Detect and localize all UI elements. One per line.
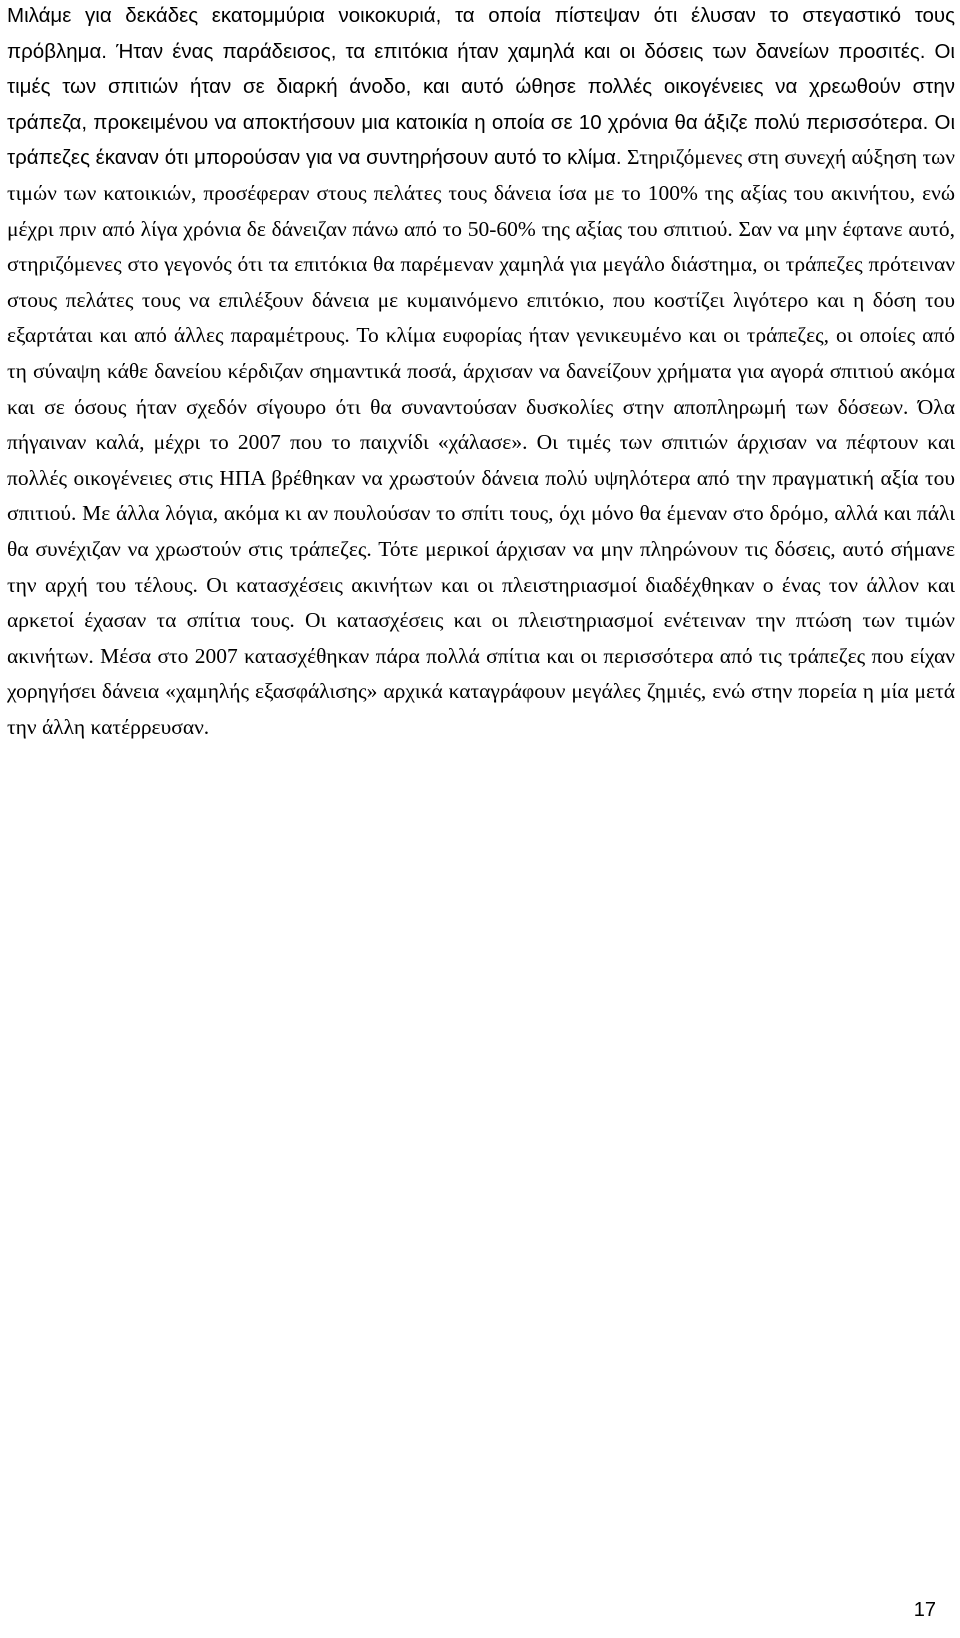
page-number: 17 (913, 1599, 936, 1621)
paragraph-segment-main: Στηριζόμενες στη συνεχή αύξηση των τιμών των κατοικιών, προσέφεραν στους πελάτες τους δάνεια ίσα με το 100% της αξίας του ακινήτου, ενώ μέχρι πριν από λίγα χρόνια δε δάνειζαν πάνω από το 50-60% της αξίας του σπιτιού. Σαν να μην έφτανε αυτό, στηριζόμενες στο γεγονός ότι τα επιτόκια θα παρέμεναν χαμηλά για μεγάλο διάστημα, οι τράπεζες πρότειναν στους πελάτες τους να επιλέξουν δάνεια με κυμαινόμενο επιτόκιο, που κοστίζει λιγότερο και η δόση του εξαρτάται και από άλλες παραμέτρους. Το κλίμα ευφορίας ήταν γενικευμένο και οι τράπεζες, οι οποίες από τη σύναψη κάθε δανείου κέρδιζαν σημαντικά ποσά, άρχισαν να δανείζουν χρήματα για αγορά σπιτιού ακόμα και σε όσους ήταν σχεδόν σίγουρο ότι θα συναντούσαν δυσκολίες στην αποπληρωμή των δόσεων. Όλα πήγαιναν καλά, μέχρι το 2007 που το παιχνίδι «χάλασε». Οι τιμές των σπιτιών άρχισαν να πέφτουν και πολλές οικογένειες στις ΗΠΑ βρέθηκαν να χρωστούν δάνεια πολύ υψηλότερα από την πραγματική αξία του σπιτιού. Με άλλα λόγια, ακόμα κι αν πουλούσαν το σπίτι τους, όχι μόνο θα έμεναν στο δρόμο, αλλά και πάλι θα συνέχιζαν να χρωστούν στις τράπεζες. Τότε μερικοί άρχισαν να μην πληρώνουν τις δόσεις, αυτό σήμανε την αρχή του τέλους. Οι κατασχέσεις ακινήτων και οι πλειστηριασμοί διαδέχθηκαν ο ένας τον άλλον και αρκετοί έχασαν τα σπίτια τους. Οι κατασχέσεις και οι πλειστηριασμοί ενέτειναν την πτώση των τιμών ακινήτων. Μέσα στο 2007 κατασχέθηκαν πάρα πολλά σπίτια και οι περισσότερα από τις τράπεζες που είχαν χορηγήσει δάνεια «χαμηλής εξασφάλισης» αρχικά καταγράφουν μεγάλες ζημιές, ενώ στην πορεία η μία μετά την άλλη κατέρρευσαν. (7, 145, 955, 739)
body-paragraph (7, 0, 955, 745)
paragraph-segment-intro: Μιλάμε για δεκάδες εκατομμύρια νοικοκυριά, τα οποία πίστεψαν ότι έλυσαν το στεγαστικό τους πρόβλημα. Ήταν ένας παράδεισος, τα επιτόκια ήταν χαμηλά και οι δόσεις των δανείων προσιτές. Οι τιμές των σπιτιών ήταν σε διαρκή άνοδο, και αυτό ώθησε πολλές οικογένειες να χρεωθούν στην τράπεζα, προκειμένου να αποκτήσουν μια κατοικία η οποία σε 10 χρόνια θα άξιζε πολύ περισσότερα. Οι τράπεζες έκαναν ότι μπορούσαν για να συντηρήσουν αυτό το κλίμα. (7, 4, 955, 170)
